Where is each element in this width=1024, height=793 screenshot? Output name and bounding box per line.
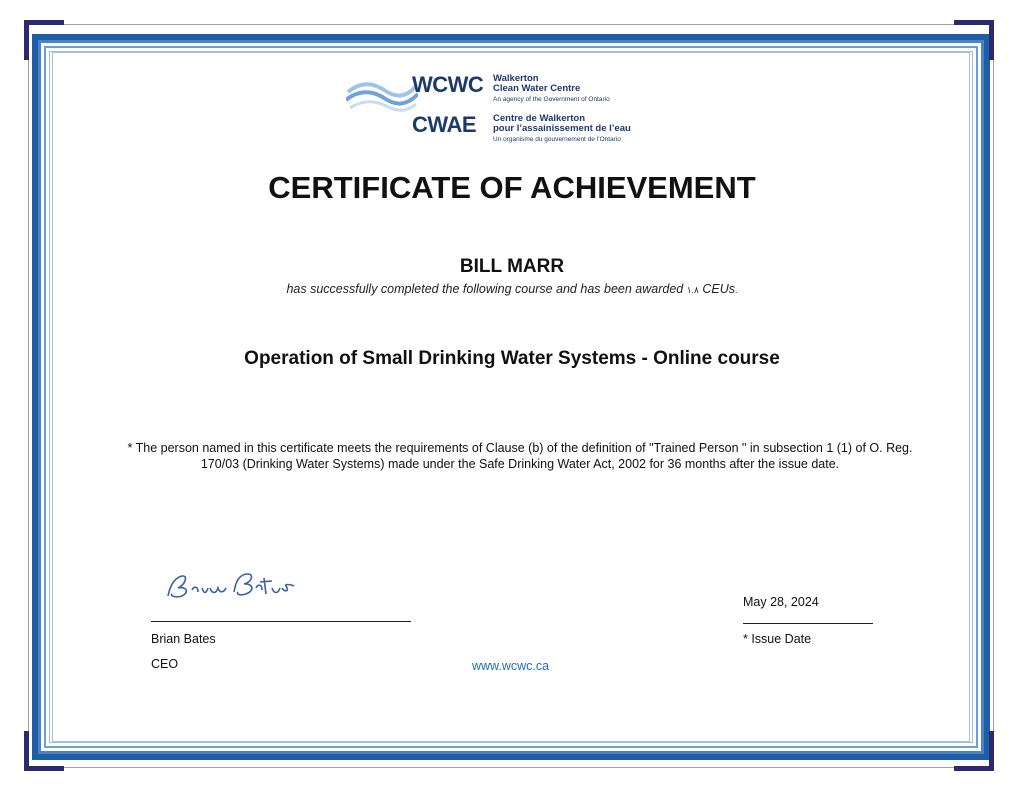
logo-name-fr — [493, 114, 631, 134]
logo-acronym-fr: CWAE — [412, 112, 476, 137]
issue-date-line — [743, 623, 873, 624]
corner-bracket-bottom-left — [24, 731, 64, 771]
logo-acronym-en: WCWC — [412, 72, 484, 97]
signature-line — [151, 621, 411, 622]
water-waves-icon — [346, 74, 418, 118]
logo-subtitle-fr: Un organisme du gouvernement de l’Ontario — [493, 136, 621, 143]
requirements-note: * The person named in this certificate meets the requirements of Clause (b) of the definition of "Trained Person " in subsection 1 (1) of O. Reg. 170/03 (Drinking Water Systems) made under the Safe Drinking Water Act, 2002 for 36 months after the issue date. — [127, 441, 913, 471]
signatory-name: Brian Bates — [151, 632, 216, 646]
logo-name-en — [493, 74, 580, 94]
corner-bracket-bottom-right — [954, 731, 994, 771]
recipient-name: BILL MARR — [459, 256, 565, 277]
signatory-role: CEO — [151, 657, 179, 671]
award-end: . — [735, 285, 738, 295]
course-name: Operation of Small Drinking Water Systems - Online course — [244, 348, 780, 369]
issue-date-value: May 28, 2024 — [743, 595, 819, 609]
signature-image — [160, 566, 300, 606]
award-statement — [0, 282, 1024, 296]
corner-bracket-top-right — [954, 20, 994, 60]
certificate-title: CERTIFICATE OF ACHIEVEMENT — [268, 170, 756, 205]
logo-name-fr-text: Centre de Walkerton pour l’assainissement de l’eau — [493, 113, 631, 134]
ceu-unit: CEUs — [702, 282, 736, 296]
issue-date-label: * Issue Date — [743, 632, 812, 646]
website-link[interactable]: www.wcwc.ca — [472, 659, 550, 673]
logo-name-en-text: Walkerton Clean Water Centre — [493, 73, 581, 94]
wcwc-logo — [346, 70, 646, 148]
logo-subtitle-en: An agency of the Government of Ontario — [493, 96, 610, 103]
corner-bracket-top-left — [24, 20, 64, 60]
award-prefix: has successfully completed the following course and has been awarded — [286, 282, 684, 296]
ceu-value: ١.٨ — [686, 285, 699, 295]
